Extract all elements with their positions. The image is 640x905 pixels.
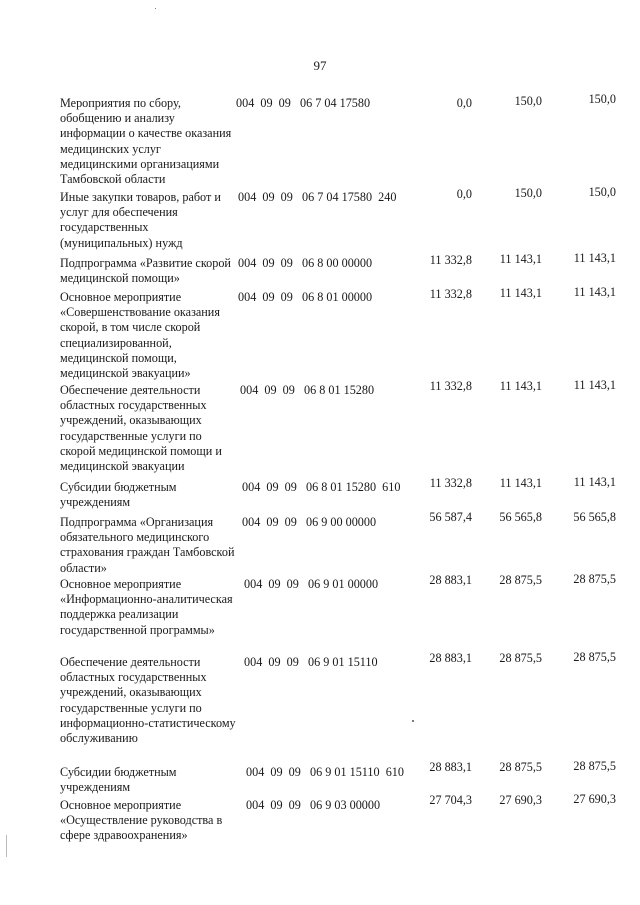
row-value-1: 28 883,1 [429,651,472,665]
row-value-1: 56 587,4 [429,510,472,524]
row-code: 004 09 09 06 9 01 00000 [244,577,379,591]
row-value-1: 11 332,8 [429,287,472,301]
row-value-1: 0,0 [456,187,472,201]
row-code: 004 09 09 06 8 01 00000 [238,290,373,304]
row-value-2: 11 143,1 [499,252,542,266]
row-value-2: 28 875,5 [499,651,542,665]
row-code: 004 09 09 06 9 00 00000 [242,515,377,529]
row-value-3: 11 143,1 [573,475,616,489]
row-value-2: 27 690,3 [499,793,542,807]
page-number: 97 [313,58,327,73]
row-name: Иные закупки товаров, работ и услуг для обеспечения государственных (муниципальных) нужд [60,190,221,250]
row-name: Субсидии бюджетным учреждениям [60,480,177,510]
row-code: 004 09 09 06 9 01 15110 [244,655,378,669]
row-value-1: 11 332,8 [429,253,472,267]
scan-speck [155,8,156,9]
row-value-2: 150,0 [514,94,542,108]
row-value-3: 28 875,5 [573,759,616,773]
row-value-1: 11 332,8 [429,476,472,490]
row-value-3: 11 143,1 [573,378,616,392]
row-value-2: 150,0 [514,186,542,200]
row-code: 004 09 09 06 7 04 17580 [236,96,371,110]
row-value-2: 11 143,1 [499,476,542,490]
scan-speck [412,720,414,722]
row-value-2: 11 143,1 [499,286,542,300]
row-value-3: 11 143,1 [573,285,616,299]
row-name: Обеспечение деятельности областных государственных учреждений, оказывающих государственные услуги по скорой медицинской помощи и медицинской эвакуации [60,383,222,474]
row-code: 004 09 09 06 8 01 15280 [240,383,375,397]
row-name: Основное мероприятие «Информационно-аналитическая поддержка реализации государственной программы» [60,577,233,637]
row-value-1: 11 332,8 [429,379,472,393]
row-name: Основное мероприятие «Осуществление руководства в сфере здравоохранения» [60,798,223,843]
row-code: 004 09 09 06 9 01 15110 610 [246,765,404,779]
scan-edge-mark [6,835,7,857]
row-name: Основное мероприятие «Совершенствование оказания скорой, в том числе скорой специализированной, медицинской помощи, медицинской эвакуации» [60,290,220,381]
row-value-2: 28 875,5 [499,573,542,587]
row-value-1: 27 704,3 [429,793,472,807]
row-value-3: 150,0 [588,185,616,199]
row-code: 004 09 09 06 9 03 00000 [246,798,381,812]
row-value-3: 28 875,5 [573,650,616,664]
row-value-3: 27 690,3 [573,792,616,806]
row-code: 004 09 09 06 7 04 17580 240 [238,190,397,204]
row-name: Подпрограмма «Организация обязательного медицинского страхования граждан Тамбовской области» [60,515,235,575]
row-value-2: 11 143,1 [499,379,542,393]
row-value-2: 56 565,8 [499,510,542,524]
row-value-3: 11 143,1 [573,251,616,265]
row-code: 004 09 09 06 8 01 15280 610 [242,480,401,494]
row-name: Мероприятия по сбору, обобщению и анализу информации о качестве оказания медицинских услуг медицинскими организациями Тамбовской области [60,96,232,187]
row-name: Субсидии бюджетным учреждениям [60,765,177,795]
row-value-3: 150,0 [588,92,616,106]
row-name: Обеспечение деятельности областных государственных учреждений, оказывающих государственные услуги по информационно-статистическому обслуживанию [60,655,236,746]
row-value-1: 28 883,1 [429,760,472,774]
row-code: 004 09 09 06 8 00 00000 [238,256,373,270]
row-value-3: 56 565,8 [573,510,616,524]
row-value-2: 28 875,5 [499,760,542,774]
row-value-1: 28 883,1 [429,573,472,587]
row-name: Подпрограмма «Развитие скорой медицинской помощи» [60,256,231,286]
row-value-1: 0,0 [456,96,472,110]
row-value-3: 28 875,5 [573,572,616,586]
